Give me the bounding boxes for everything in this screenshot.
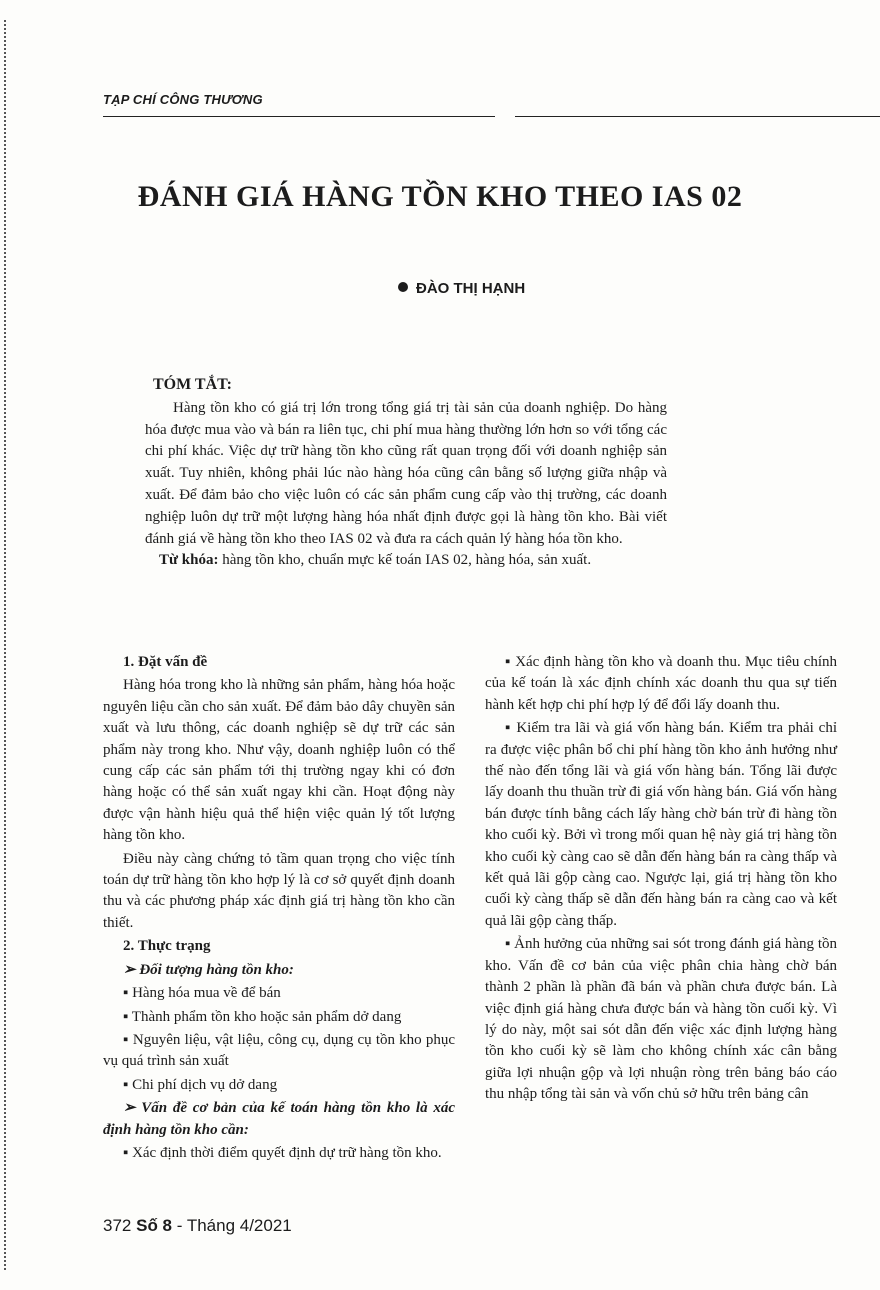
section-1-heading: 1. Đặt vấn đề xyxy=(123,654,208,670)
list-item: ▪ Chi phí dịch vụ dở dang xyxy=(123,1076,278,1093)
section-2-heading: 2. Thực trạng xyxy=(123,938,211,955)
paragraph: ▪ Xác định hàng tồn kho và doanh thu. Mục tiêu chính của kế toán là xác định chính xác doanh thu qua sự tiến hành kết hợp chi phí hợp lý để đổi lấy doanh thu. xyxy=(485,654,837,713)
subheading: ➢ Vấn đề cơ bản của kế toán hàng tồn kho là xác định hàng tồn kho cần: xyxy=(103,1100,455,1138)
paragraph: Hàng hóa trong kho là những sản phẩm, hàng hóa hoặc nguyên liệu cần cho sản xuất. Để đảm bảo dây chuyền sản xuất và lưu thông, các doanh nghiệp sẽ dự trữ các sản phẩm này trong kho. Như vậy, doanh nghiệp luôn có thể cung cấp các sản phẩm tới thị trường ngay khi có đơn hàng hoặc có thể sản xuất ngay khi cần. Hoạt động này được vận hành hiệu quả thể hiện việc quản lý tốt lượng hàng tồn kho. xyxy=(103,677,455,844)
list-item: ▪ Thành phẩm tồn kho hoặc sản phẩm dở dang xyxy=(123,1008,402,1025)
left-column xyxy=(103,652,455,1166)
page-footer xyxy=(103,1216,292,1236)
keywords-line xyxy=(145,550,667,572)
journal-name: TẠP CHÍ CÔNG THƯƠNG xyxy=(103,92,263,107)
paragraph: ▪ Ảnh hưởng của những sai sót trong đánh giá hàng tồn kho. Vấn đề cơ bản của việc phân chia hàng chờ bán thành 2 phần là phần đã bán và phần chưa được bán. Là việc định giá hàng chưa được bán và hàng tồn cuối kỳ. Vì lý do này, một sai sót dẫn đến việc xác định lượng hàng tồn kho cuối kỳ sẽ làm cho không chính xác cân bằng giữa lợi nhuận gộp và lợi nhuận ròng trên bảng báo cáo thu nhập tổng tài sản và vốn chủ sở hữu trên bảng cân xyxy=(485,936,837,1103)
abstract-body: Hàng tồn kho có giá trị lớn trong tổng giá trị tài sản của doanh nghiệp. Do hàng hóa được mua vào và bán ra liên tục, chi phí mua hàng thường lớn hơn so với tổng các chi phí khác. Việc dự trữ hàng tồn kho cũng rất quan trọng đối với doanh nghiệp sản xuất. Tuy nhiên, không phải lúc nào hàng hóa cũng cân bằng số lượng giữa nhập và xuất. Để đảm bảo cho việc luôn có các sản phẩm cung cấp vào thị trường, các doanh nghiệp luôn dự trữ một lượng hàng hóa nhất định được gọi là hàng tồn kho. Bài viết đánh giá về hàng tồn kho theo IAS 02 và đưa ra cách quản lý hàng hóa tồn kho. xyxy=(145,399,667,547)
abstract xyxy=(145,374,667,572)
abstract-heading: TÓM TẮT: xyxy=(153,376,232,393)
keywords-text: hàng tồn kho, chuẩn mực kế toán IAS 02, hàng hóa, sản xuất. xyxy=(222,552,592,569)
author-name: ĐÀO THỊ HẠNH xyxy=(416,280,526,297)
page-number: 372 xyxy=(103,1216,132,1235)
article-title: ĐÁNH GIÁ HÀNG TỒN KHO THEO IAS 02 xyxy=(137,180,743,213)
list-item: ▪ Hàng hóa mua về để bán xyxy=(123,985,281,1002)
subheading: ➢ Đối tượng hàng tồn kho: xyxy=(123,961,294,978)
bullet-icon xyxy=(398,282,408,292)
issue-date: - Tháng 4/2021 xyxy=(172,1216,292,1235)
list-item: ▪ Xác định thời điểm quyết định dự trữ hàng tồn kho. xyxy=(123,1144,442,1161)
issue-number: Số 8 xyxy=(136,1216,173,1235)
paragraph: Điều này càng chứng tỏ tầm quan trọng cho việc tính toán dự trữ hàng tồn kho hợp lý là cơ sở quyết định doanh thu và các phương pháp xác định giá trị hàng tồn kho cần thiết. xyxy=(103,850,455,931)
header-rule-right xyxy=(515,116,880,117)
author-line xyxy=(398,280,525,297)
list-item: ▪ Nguyên liệu, vật liệu, công cụ, dụng cụ tồn kho phục vụ quá trình sản xuất xyxy=(103,1031,455,1070)
paragraph: ▪ Kiểm tra lãi và giá vốn hàng bán. Kiểm tra phải chỉ ra được việc phân bổ chi phí hàng tồn kho ảnh hưởng như thế nào đến tổng lãi và giá vốn hàng bán. Tổng lãi được lấy doanh thu thuần trừ đi giá vốn hàng bán. Giá vốn hàng bán được tính bằng cách lấy hàng chờ bán trừ đi hàng tồn kho cuối kỳ. Bởi vì trong mối quan hệ này giá trị hàng tồn kho cuối kỳ càng cao sẽ dẫn đến hàng bán ra càng thấp và kết quả lãi gộp càng cao. Ngược lại, giá trị hàng tồn kho cuối kỳ càng thấp sẽ dẫn đến hàng bán ra càng cao và kết quả lãi gộp càng thấp. xyxy=(485,720,837,929)
keywords-label: Từ khóa: xyxy=(159,552,219,569)
header-rule-left xyxy=(103,116,495,117)
right-column xyxy=(485,652,837,1108)
